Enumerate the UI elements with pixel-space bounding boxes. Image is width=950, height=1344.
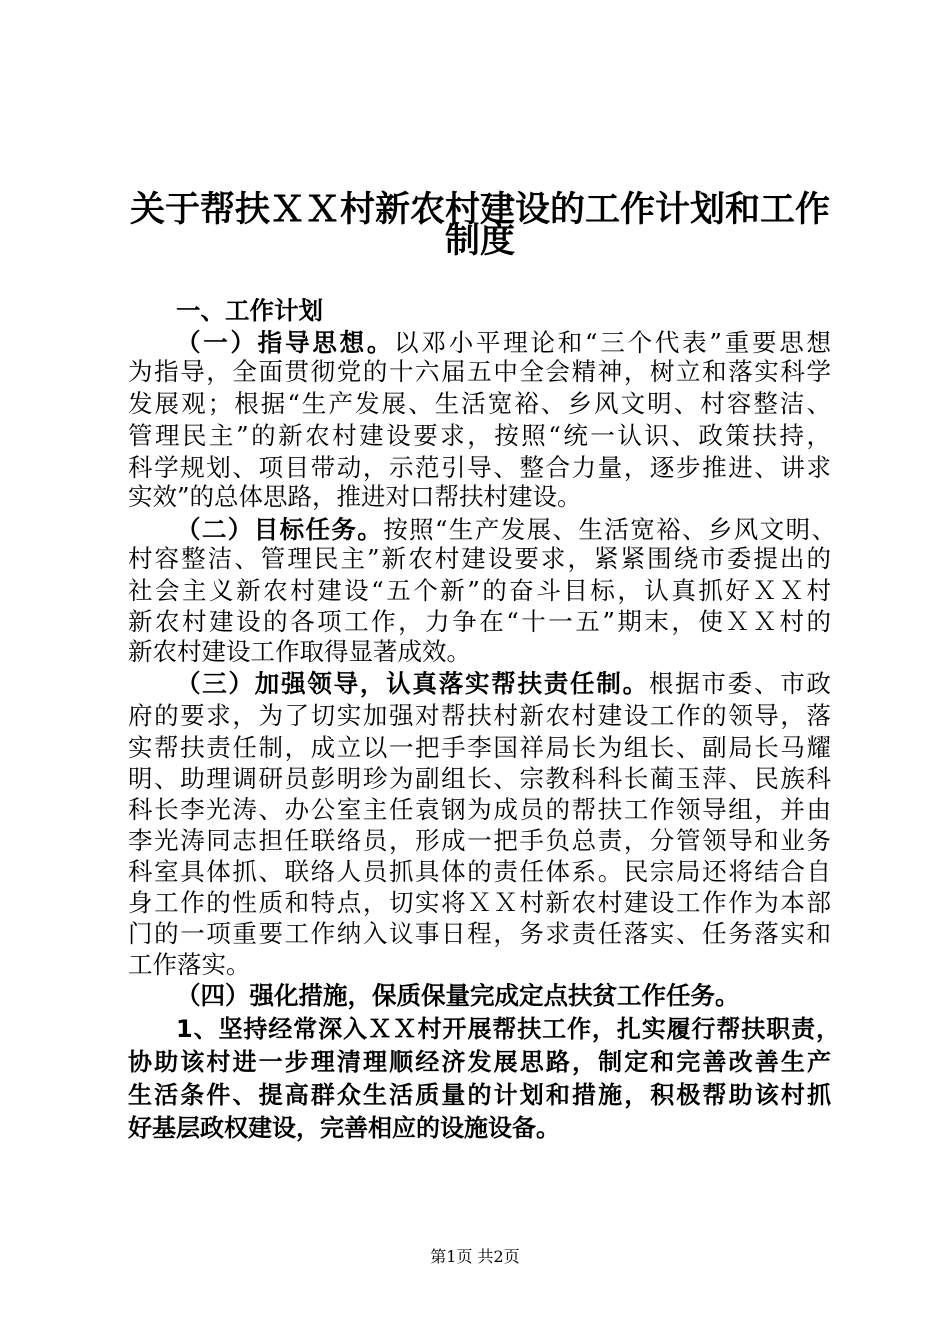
paragraph-lead-guiding-ideology: （一）指导思想。 xyxy=(176,328,395,357)
paragraph-item1-line1: 1、坚持经常深入ＸＸ村开展帮扶工作，扎实履行帮扶职责， xyxy=(176,1015,840,1043)
paragraph-line: 明、助理调研员彭明珍为副组长、宗教科科长蔺玉萍、民族科 xyxy=(128,764,831,793)
paragraph-text: 按照“生产发展、生活宽裕、乡风文明、 xyxy=(383,515,837,544)
paragraph-text: 根据市委、市政 xyxy=(648,669,831,698)
page-number-footer: 第1页 共2页 xyxy=(430,1247,520,1266)
paragraph-line: 村容整洁、管理民主”新农村建设要求，紧紧围绕市委提出的 xyxy=(128,544,831,573)
paragraph-line: 府的要求，为了切实加强对帮扶村新农村建设工作的领导，落 xyxy=(128,701,831,730)
paragraph-line: 生活条件、提高群众生活质量的计划和措施，积极帮助该村抓 xyxy=(128,1081,831,1109)
paragraph-line: 新农村建设的各项工作，力争在“十一五”期末，使ＸＸ村的 xyxy=(128,607,831,636)
paragraph-line: 管理民主”的新农村建设要求，按照“统一认识、政策扶持， xyxy=(128,421,831,450)
paragraph-line: 身工作的性质和特点，切实将ＸＸ村新农村建设工作作为本部 xyxy=(128,888,831,917)
paragraph-line: 李光涛同志担任联络员，形成一把手负总责，分管领导和业务 xyxy=(128,826,831,855)
paragraph-line: 科学规划、项目带动，示范引导、整合力量，逐步推进、讲求 xyxy=(128,453,831,482)
paragraph-line: 好基层政权建设，完善相应的设施设备。 xyxy=(128,1114,560,1142)
paragraph-measures-heading: （四）强化措施，保质保量完成定点扶贫工作任务。 xyxy=(176,981,740,1010)
section-heading-work-plan: 一、工作计划 xyxy=(176,296,323,325)
paragraph-line: 实效”的总体思路，推进对口帮扶村建设。 xyxy=(128,482,582,511)
paragraph-lead-goal-tasks: （二）目标任务。 xyxy=(176,515,384,544)
paragraph-line: 门的一项重要工作纳入议事日程，务求责任落实、任务落实和 xyxy=(128,919,831,948)
document-title-line1: 关于帮扶ＸＸ村新农村建设的工作计划和工作 xyxy=(129,190,830,230)
paragraph-lead-leadership: （三）加强领导，认真落实帮扶责任制。 xyxy=(176,669,649,698)
paragraph-line: 为指导，全面贯彻党的十六届五中全会精神，树立和落实科学 xyxy=(128,357,831,386)
paragraph-line: 社会主义新农村建设“五个新”的奋斗目标，认真抓好ＸＸ村 xyxy=(128,576,831,605)
paragraph-guiding-ideology-line1 xyxy=(176,329,831,357)
paragraph-line: 科长李光涛、办公室主任袁钢为成员的帮扶工作领导组，并由 xyxy=(128,795,831,824)
paragraph-line: 新农村建设工作取得显著成效。 xyxy=(128,637,471,666)
document-title-line2: 制度 xyxy=(444,221,515,261)
paragraph-leadership-line1 xyxy=(176,670,831,698)
paragraph-line: 协助该村进一步理清理顺经济发展思路，制定和完善改善生产 xyxy=(128,1048,831,1076)
paragraph-goal-tasks-line1 xyxy=(176,516,836,544)
paragraph-line: 工作落实。 xyxy=(128,950,251,979)
paragraph-line: 科室具体抓、联络人员抓具体的责任体系。民宗局还将结合自 xyxy=(128,857,831,886)
paragraph-text: 以邓小平理论和“三个代表”重要思想 xyxy=(394,328,831,357)
paragraph-line: 实帮扶责任制，成立以一把手李国祥局长为组长、副局长马耀 xyxy=(128,733,831,762)
paragraph-line: 发展观；根据“生产发展、生活宽裕、乡风文明、村容整洁、 xyxy=(128,389,831,418)
